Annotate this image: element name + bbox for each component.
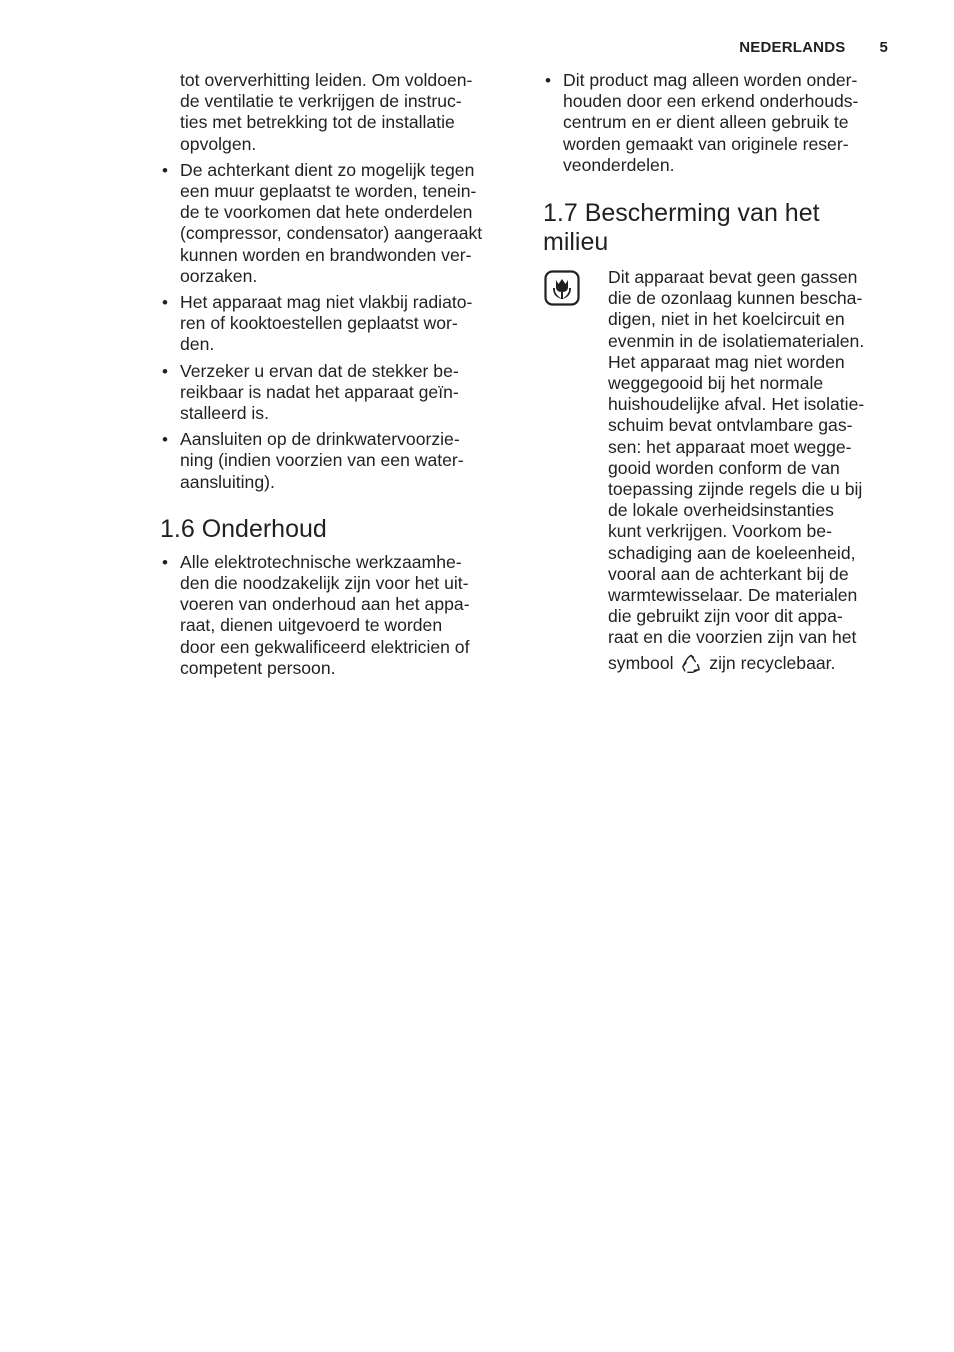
text-line: opvolgen. xyxy=(180,133,257,154)
text-line: die gebruikt zijn voor dit appa- xyxy=(608,606,843,627)
text-line: competent persoon. xyxy=(180,657,336,678)
text-line: schadiging aan de koeleenheid, xyxy=(608,542,856,563)
text-line: aansluiting). xyxy=(180,471,275,492)
left-column xyxy=(160,70,518,679)
recyclebaar-text: zijn recyclebaar. xyxy=(709,652,836,673)
text-line: de te voorkomen dat hete onderdelen xyxy=(180,202,473,223)
environment-paragraph xyxy=(608,267,899,675)
text-line: de lokale overheidsinstanties xyxy=(608,500,834,521)
environment-block xyxy=(543,267,899,675)
text-line: sen: het apparaat moet wegge- xyxy=(608,436,852,457)
text-line: digen, niet in het koelcircuit en xyxy=(608,309,845,330)
text-line: stalleerd is. xyxy=(180,403,269,424)
text-line: toepassing zijnde regels die u bij xyxy=(608,479,863,500)
text-line: (compressor, condensator) aangeraakt xyxy=(180,223,483,244)
page-header xyxy=(739,39,888,56)
text-line: • De achterkant dient zo mogelijk tegen xyxy=(180,159,475,180)
list-item xyxy=(160,552,518,679)
text-line: voeren van onderhoud aan het appa- xyxy=(180,594,470,615)
text-line: Dit apparaat bevat geen gassen xyxy=(608,267,858,288)
text-line: schuim bevat ontvlambare gas- xyxy=(608,415,853,436)
text-line: • Alle elektrotechnische werkzaamhe- xyxy=(180,551,462,572)
text-line: • Verzeker u ervan dat de stekker be- xyxy=(180,360,459,381)
list-item xyxy=(543,70,899,176)
text-line: huishoudelijke afval. Het isolatie- xyxy=(608,394,865,415)
text-line: die de ozonlaag kunnen bescha- xyxy=(608,288,863,309)
text-line: raat en die voorzien zijn van het xyxy=(608,627,857,648)
list-item xyxy=(160,429,518,493)
service-bullet-list xyxy=(543,70,899,176)
text-line: tot oververhitting leiden. Om voldoen- xyxy=(180,70,473,90)
page-number: 5 xyxy=(879,39,888,56)
list-item xyxy=(160,361,518,425)
text-line: houden door een erkend onderhouds- xyxy=(563,91,859,112)
safety-bullet-list xyxy=(160,160,518,493)
text-line: evenmin in de isolatiematerialen. xyxy=(608,330,865,351)
text-line: gooid worden conform de van xyxy=(608,457,840,478)
text-line: oorzaken. xyxy=(180,265,258,286)
text-line: kunt verkrijgen. Voorkom be- xyxy=(608,521,832,542)
text-line: de ventilatie te verkrijgen de instruc- xyxy=(180,91,462,112)
continuation-paragraph xyxy=(160,70,518,155)
list-item xyxy=(160,160,518,287)
text-line: kunnen worden en brandwonden ver- xyxy=(180,244,472,265)
text-line: raat, dienen uitgevoerd te worden xyxy=(180,615,443,636)
text-line: veonderdelen. xyxy=(563,154,675,175)
environment-flower-icon xyxy=(544,270,580,306)
recycle-icon xyxy=(680,653,702,675)
symbool-word: symbool xyxy=(608,652,674,673)
text-line-last xyxy=(608,653,899,675)
text-line: centrum en er dient alleen gebruik te xyxy=(563,112,849,133)
heading-line: milieu xyxy=(543,228,609,257)
text-line: den die noodzakelijk zijn voor het uit- xyxy=(180,573,469,594)
text-line: een muur geplaatst te worden, tenein- xyxy=(180,181,477,202)
text-line: ning (indien voorzien van een water- xyxy=(180,450,464,471)
text-line: warmtewisselaar. De materialen xyxy=(608,585,858,606)
text-line: reikbaar is nadat het apparaat geïn- xyxy=(180,381,459,402)
right-column xyxy=(543,70,899,675)
onderhoud-bullet-list xyxy=(160,552,518,679)
section-heading-onderhoud: 1.6 Onderhoud xyxy=(160,514,327,543)
text-line: den. xyxy=(180,334,215,355)
text-line: • Aansluiten op de drinkwatervoorzie- xyxy=(180,429,460,450)
text-line: weggegooid bij het normale xyxy=(608,373,824,394)
text-line: • Dit product mag alleen worden onder- xyxy=(563,70,858,90)
text-line: ren of kooktoestellen geplaatst wor- xyxy=(180,313,458,334)
text-line: • Het apparaat mag niet vlakbij radiato- xyxy=(180,292,473,313)
text-line: worden gemaakt van originele reser- xyxy=(563,133,849,154)
header-language: NEDERLANDS xyxy=(739,39,846,56)
text-line: ties met betrekking tot de installatie xyxy=(180,112,455,133)
section-heading-milieu xyxy=(543,199,899,257)
text-line: vooral aan de achterkant bij de xyxy=(608,563,849,584)
text-line: Het apparaat mag niet worden xyxy=(608,351,845,372)
text-line: door een gekwalificeerd elektricien of xyxy=(180,636,470,657)
list-item xyxy=(160,292,518,356)
heading-line: 1.7 Bescherming van het xyxy=(543,199,820,228)
